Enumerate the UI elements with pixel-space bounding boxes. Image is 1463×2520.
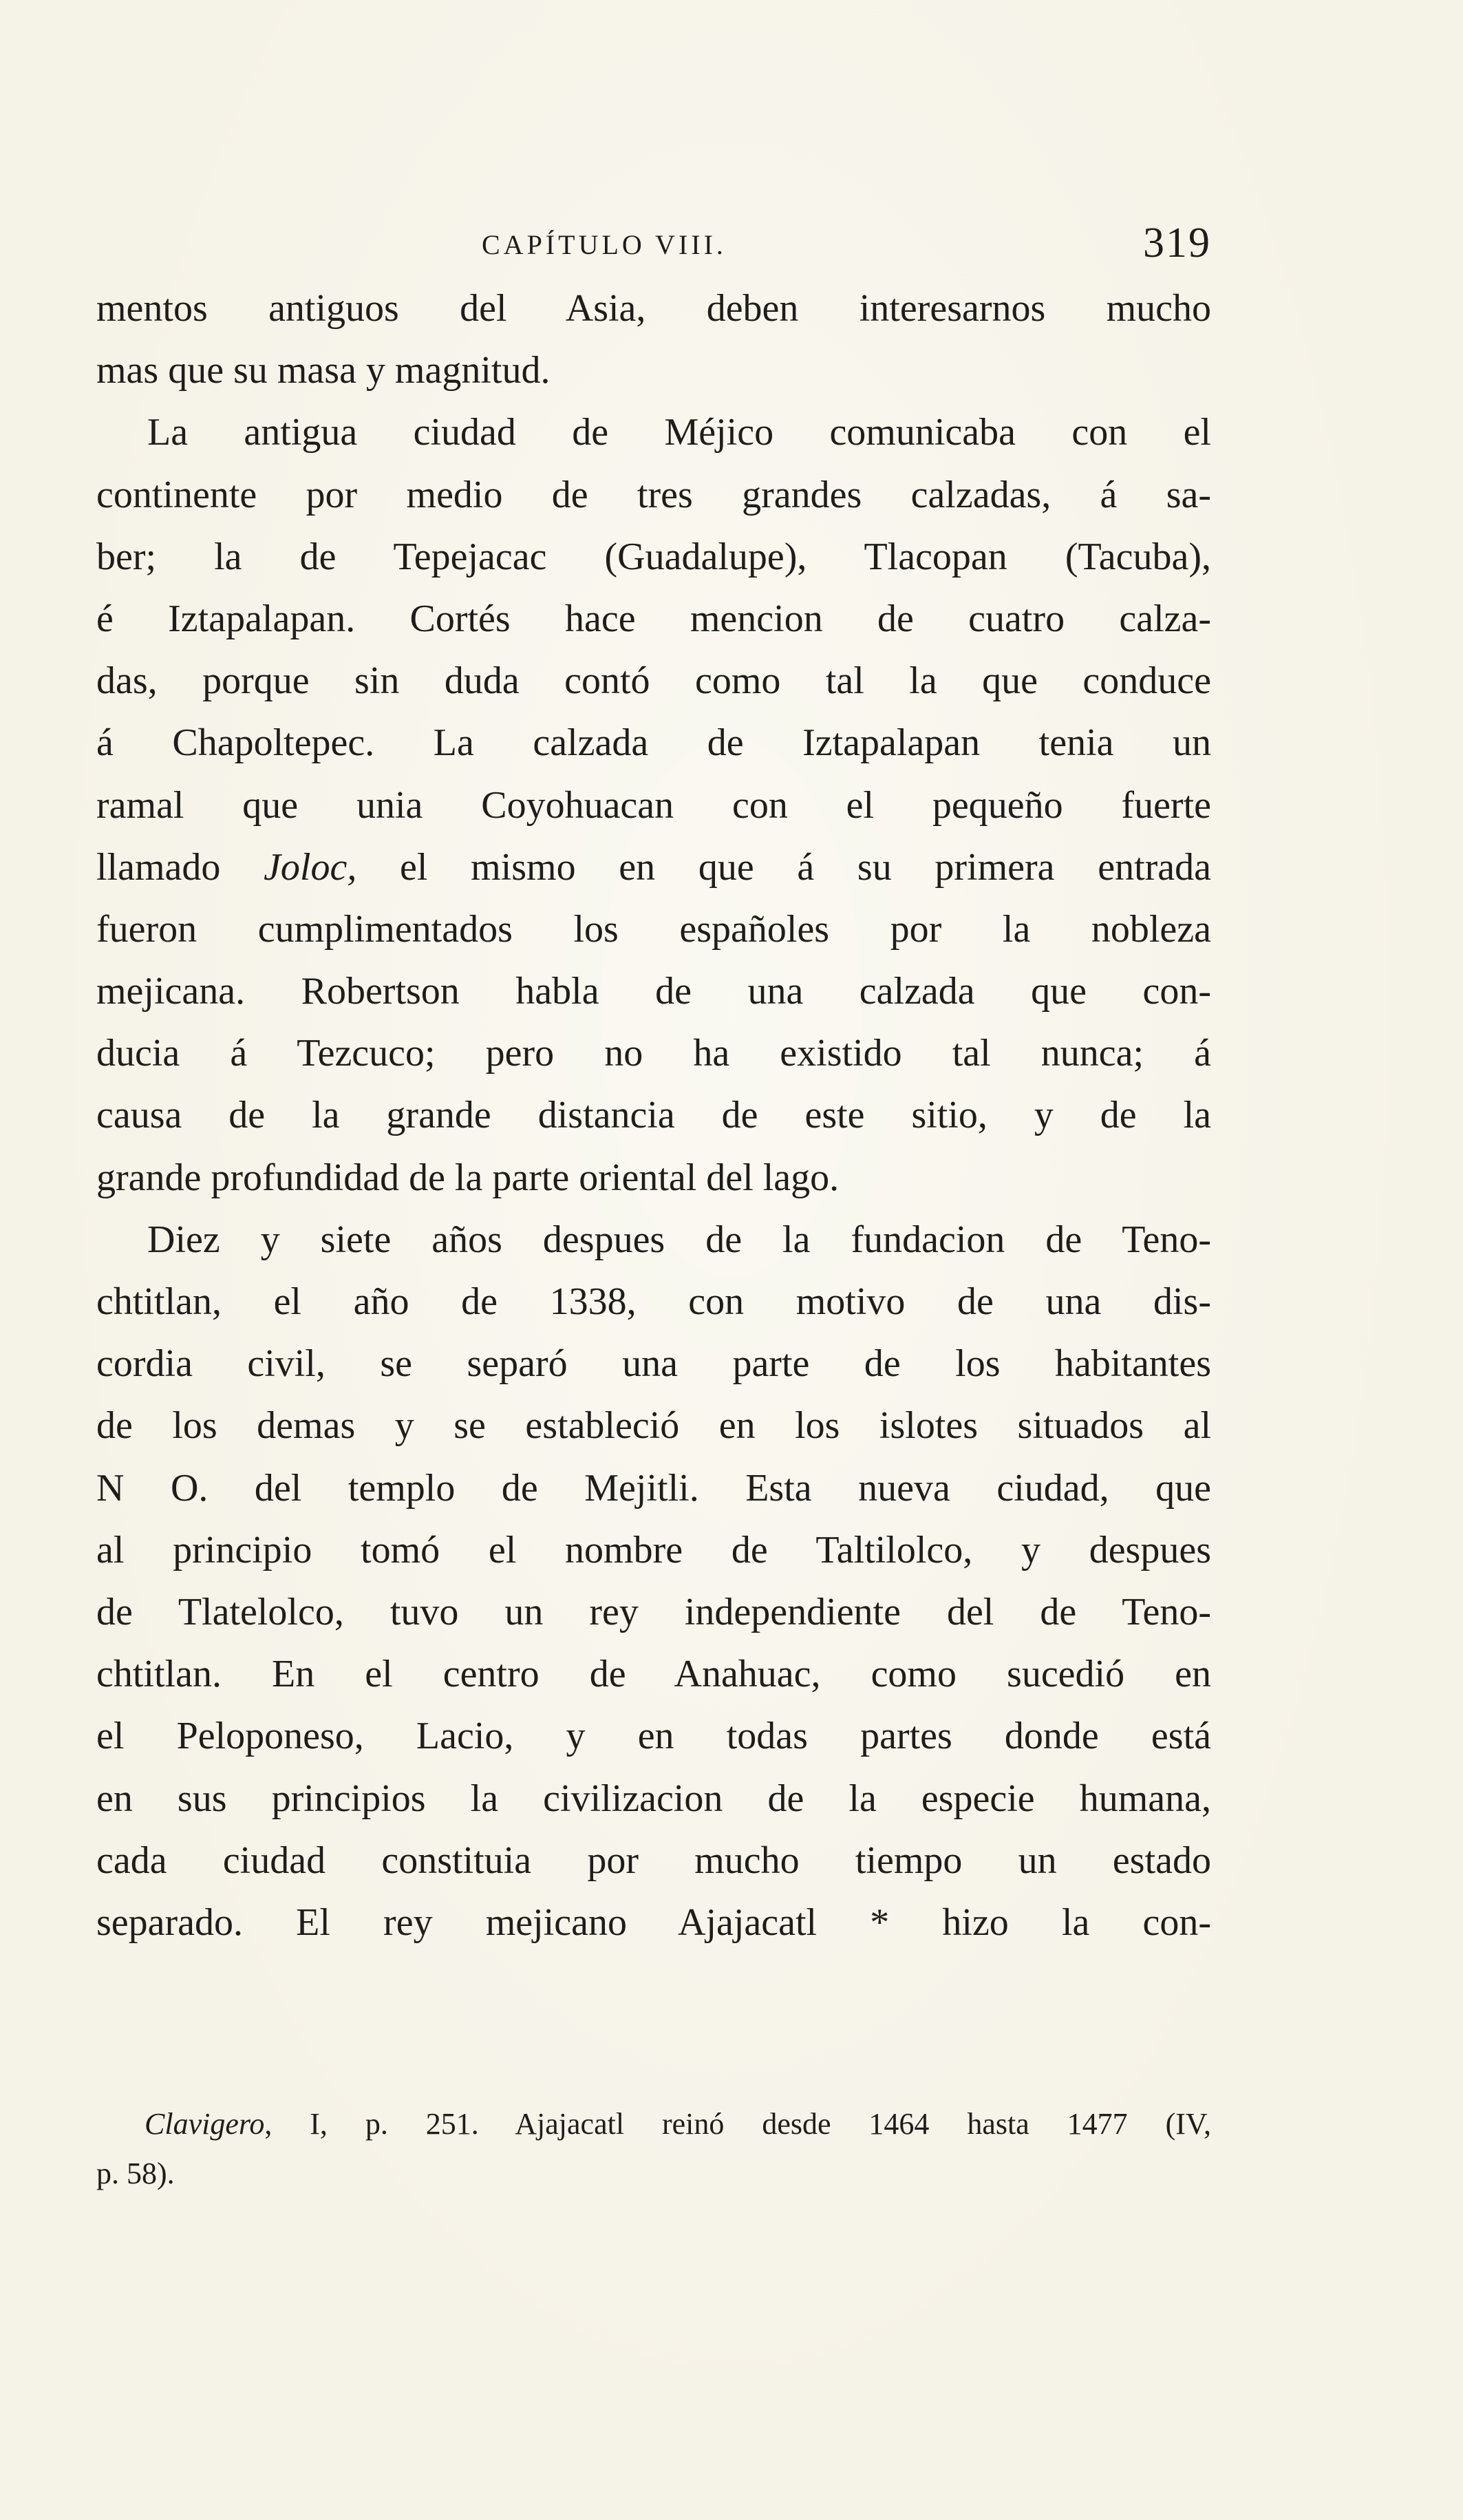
text-line: ramal que unia Coyohuacan con el pequeño fuerte: [96, 783, 1211, 827]
footnote-line: [96, 2099, 1211, 2149]
page-number: 319: [1143, 220, 1211, 266]
text-segment: el mismo en que á su primera entrada: [400, 845, 1211, 889]
text-line: al principio tomó el nombre de Taltilolco, y despues: [96, 1528, 1211, 1571]
text-line: cordia civil, se separó una parte de los habitantes: [96, 1342, 1211, 1386]
italic-name-joloc: Joloc,: [264, 845, 357, 889]
footnote-text: , I, p. 251. Ajajacatl reinó desde 1464 hasta 1477 (IV,: [264, 2107, 1211, 2141]
text-line: chtitlan. En el centro de Anahuac, como sucedió en: [96, 1653, 1211, 1696]
body-text: [96, 277, 1211, 1953]
footnote-author: Clavigero: [145, 2107, 265, 2141]
footnote-line: p. 58).: [96, 2157, 175, 2190]
text-line: ducia á Tezcuco; pero no ha existido tal nunca; á: [96, 1032, 1211, 1075]
text-line: de Tlatelolco, tuvo un rey independiente del de Teno-: [96, 1590, 1211, 1633]
text-line: [96, 836, 1211, 898]
text-line: ber; la de Tepejacac (Guadalupe), Tlacopan (Tacuba),: [96, 535, 1211, 578]
text-line: continente por medio de tres grandes calzadas, á sa-: [96, 473, 1211, 516]
text-line: separado. El rey mejicano Ajajacatl * hizo la con-: [96, 1900, 1211, 1944]
text-segment: llamado: [96, 845, 221, 889]
text-line: das, porque sin duda contó como tal la que conduce: [96, 659, 1211, 703]
text-line: fueron cumplimentados los españoles por la nobleza: [96, 907, 1211, 951]
text-line: N O. del templo de Mejitli. Esta nueva ciudad, que: [96, 1466, 1211, 1510]
text-line: causa de la grande distancia de este sitio, y de la: [96, 1094, 1211, 1137]
text-line: chtitlan, el año de 1338, con motivo de una dis-: [96, 1280, 1211, 1323]
text-line: á Chapoltepec. La calzada de Iztapalapan tenia un: [96, 721, 1211, 765]
page-header: [96, 219, 1211, 274]
text-line: mejicana. Robertson habla de una calzada que con-: [96, 970, 1211, 1013]
text-line: mas que su masa y magnitud.: [96, 349, 551, 392]
text-line: cada ciudad constituia por mucho tiempo un estado: [96, 1839, 1211, 1882]
text-line: de los demas y se estableció en los islotes situados al: [96, 1404, 1211, 1448]
text-line: La antigua ciudad de Méjico comunicaba con el: [147, 411, 1211, 454]
footnote: [96, 2099, 1211, 2199]
text-line: é Iztapalapan. Cortés hace mencion de cuatro calza-: [96, 597, 1211, 640]
text-line: Diez y siete años despues de la fundacion de Teno-: [147, 1218, 1211, 1261]
text-line: mentos antiguos del Asia, deben interesarnos mucho: [96, 287, 1211, 330]
text-line: en sus principios la civilizacion de la especie humana,: [96, 1777, 1211, 1820]
running-head: CAPÍTULO VIII.: [482, 229, 727, 260]
text-line: el Peloponeso, Lacio, y en todas partes donde está: [96, 1715, 1211, 1758]
text-line: grande profundidad de la parte oriental del lago.: [96, 1156, 840, 1199]
